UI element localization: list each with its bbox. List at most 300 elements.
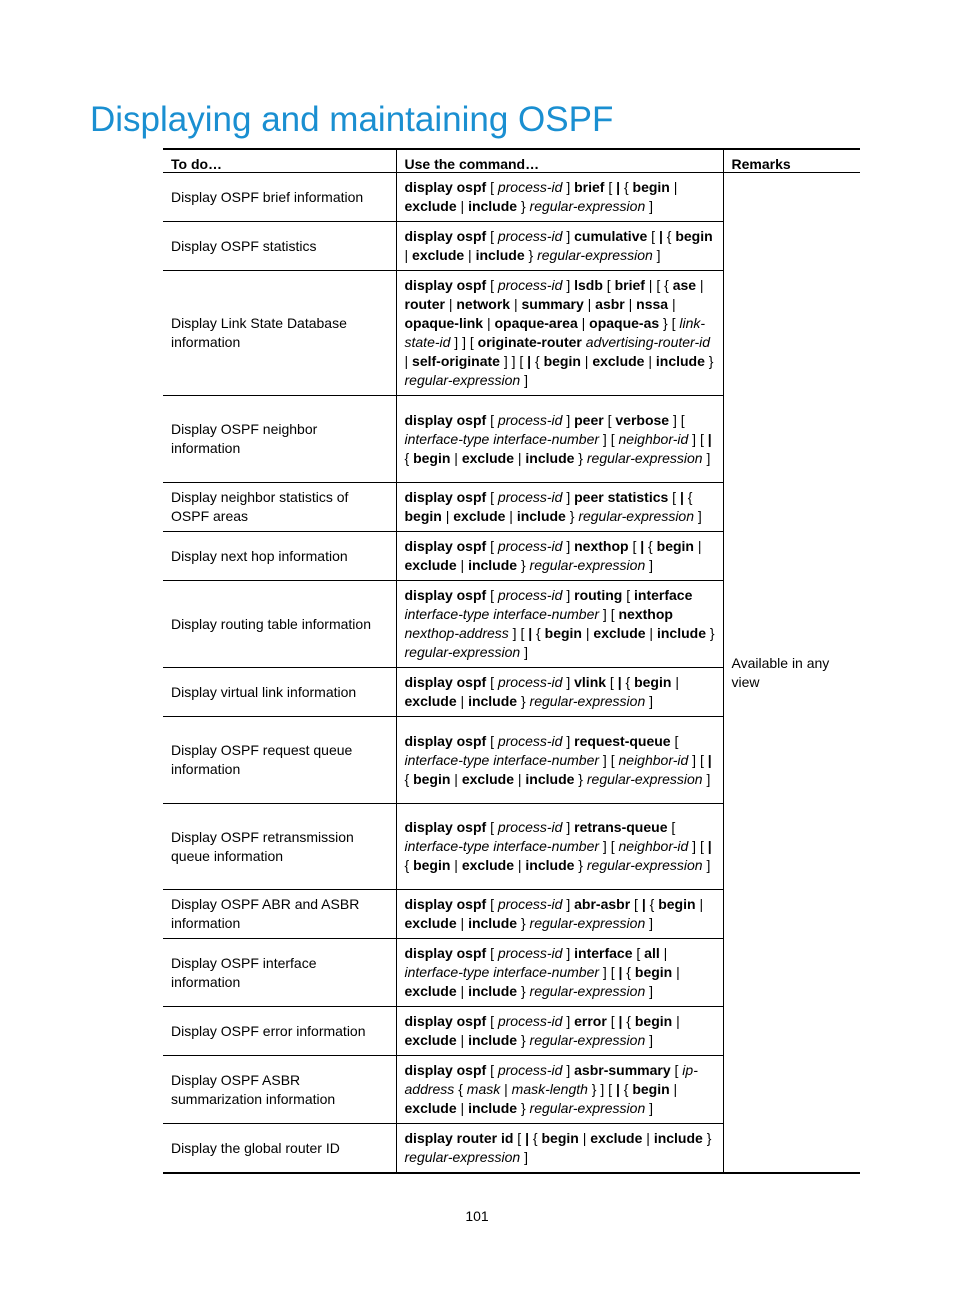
command-keyword: include [468, 557, 518, 573]
command-argument: regular-expression [529, 693, 646, 709]
command-argument: process-id [497, 489, 563, 505]
command-syntax: } [565, 508, 579, 524]
command-syntax: { [454, 1081, 467, 1097]
command-keyword: begin [634, 674, 672, 690]
command-keyword: nexthop [574, 538, 629, 554]
command-cell [396, 1124, 723, 1174]
command-syntax: | [672, 1013, 680, 1029]
command-keyword: | [707, 751, 712, 768]
command-syntax: ] [562, 179, 575, 195]
command-keyword: exclude [404, 1032, 457, 1048]
command-syntax: } [ [659, 315, 680, 331]
header-todo: To do… [163, 149, 396, 173]
command-keyword: include [525, 770, 575, 787]
command-syntax: } [517, 983, 530, 999]
command-argument: interface-type interface-number [404, 751, 600, 768]
command-cell [396, 1056, 723, 1124]
command-syntax: { [621, 674, 635, 690]
command-keyword: brief [614, 277, 645, 293]
command-syntax: [ [606, 1013, 619, 1029]
todo-cell: Display neighbor statistics of OSPF areas [163, 483, 396, 532]
command-cell [396, 483, 723, 532]
command-keyword: routing [574, 587, 623, 603]
command-keyword: summary [521, 296, 584, 312]
command-syntax: { [644, 538, 657, 554]
command-syntax: | [456, 983, 469, 999]
command-keyword: display ospf [404, 228, 487, 244]
command-syntax: { [620, 179, 633, 195]
command-argument: interface-type interface-number [404, 430, 600, 447]
command-syntax: | [483, 315, 495, 331]
command-keyword: exclude [461, 770, 514, 787]
command-syntax: [ [604, 179, 617, 195]
command-syntax: | [450, 449, 462, 466]
command-keyword: begin [658, 896, 696, 912]
command-syntax: [ [486, 896, 498, 912]
command-syntax: [ [603, 411, 616, 428]
todo-cell: Display OSPF interface information [163, 939, 396, 1007]
todo-cell: Display OSPF neighbor information [163, 396, 396, 483]
command-keyword: | [617, 674, 622, 690]
todo-cell: Display OSPF ABR and ASBR information [163, 890, 396, 939]
command-syntax: { [531, 353, 544, 369]
command-syntax: [ [670, 732, 679, 749]
command-cell [396, 173, 723, 222]
todo-cell: Display OSPF request queue information [163, 717, 396, 804]
command-syntax: | [444, 296, 457, 312]
command-keyword: display ospf [404, 674, 487, 690]
command-argument: process-id [497, 1013, 563, 1029]
command-syntax: ] [562, 674, 575, 690]
command-syntax: [ [486, 819, 498, 835]
command-keyword: exclude [453, 508, 506, 524]
command-syntax: ] [ [599, 964, 619, 980]
command-syntax: | [693, 538, 702, 554]
command-keyword: vlink [574, 674, 607, 690]
command-cell [396, 939, 723, 1007]
command-argument: regular-expression [537, 247, 653, 263]
command-argument: process-id [497, 896, 563, 912]
command-syntax: } [517, 198, 530, 214]
table-body [163, 173, 860, 1174]
command-syntax: { [622, 1013, 635, 1029]
command-keyword: begin [541, 1130, 579, 1146]
command-syntax: | [505, 508, 517, 524]
command-keyword: include [468, 983, 518, 999]
command-keyword: ase [672, 277, 697, 293]
command-keyword: | [528, 625, 533, 641]
command-syntax: } [517, 693, 530, 709]
command-keyword: retrans-queue [574, 819, 668, 835]
command-syntax: | [450, 857, 462, 873]
command-syntax: [ [486, 587, 498, 603]
command-keyword: interface [634, 587, 693, 603]
command-syntax: ] [ [599, 430, 619, 447]
command-argument: regular-expression [529, 983, 646, 999]
command-syntax: ] [645, 198, 654, 214]
command-keyword: network [456, 296, 511, 312]
command-cell [396, 222, 723, 271]
command-syntax: } [704, 353, 714, 369]
command-keyword: begin [413, 770, 451, 787]
command-syntax: [ [486, 674, 498, 690]
command-keyword: include [468, 1100, 518, 1116]
command-keyword: include [468, 693, 518, 709]
command-cell [396, 532, 723, 581]
command-keyword: peer statistics [574, 489, 669, 505]
command-argument: process-id [497, 411, 563, 428]
command-argument: regular-expression [529, 1032, 646, 1048]
command-argument: regular-expression [404, 1149, 521, 1165]
command-syntax: { [404, 449, 414, 466]
command-syntax: } ] [ [587, 1081, 616, 1097]
command-syntax: ] [520, 644, 528, 660]
remarks-cell: Available in any view [723, 173, 860, 1174]
command-syntax: ] [645, 915, 654, 931]
command-syntax: { [532, 625, 545, 641]
page-number: 101 [465, 1208, 489, 1224]
command-argument: process-id [497, 945, 563, 961]
command-keyword: exclude [461, 857, 514, 873]
command-syntax: [ [486, 945, 498, 961]
command-keyword: interface [574, 945, 633, 961]
command-keyword: self-originate [412, 353, 500, 369]
command-syntax: ] [645, 983, 654, 999]
command-keyword: display ospf [404, 819, 487, 835]
command-syntax: ] [645, 693, 654, 709]
command-keyword: | [525, 1130, 530, 1146]
command-syntax: | [510, 296, 522, 312]
command-syntax: [ [513, 1130, 526, 1146]
command-syntax: [ [602, 277, 615, 293]
command-keyword: router [404, 296, 445, 312]
command-syntax: | [642, 1130, 654, 1146]
command-syntax: } [574, 770, 587, 787]
command-keyword: all [644, 945, 660, 961]
todo-cell: Display routing table information [163, 581, 396, 668]
command-syntax: | [624, 296, 637, 312]
command-keyword: | [679, 489, 684, 505]
command-keyword: begin [413, 449, 451, 466]
command-keyword: peer [574, 411, 604, 428]
command-syntax: | [581, 625, 594, 641]
command-argument: regular-expression [578, 508, 695, 524]
command-argument: regular-expression [586, 857, 703, 873]
command-syntax: | [456, 1100, 469, 1116]
command-argument: process-id [497, 1062, 563, 1078]
command-keyword: exclude [461, 449, 514, 466]
command-syntax: ] [562, 489, 575, 505]
command-keyword: begin [544, 625, 582, 641]
command-argument: neighbor-id [618, 838, 689, 854]
command-argument: interface-type interface-number [404, 606, 600, 622]
command-keyword: include [656, 625, 706, 641]
command-syntax: ] [562, 228, 575, 244]
command-keyword: | [640, 538, 645, 554]
command-keyword: exclude [404, 557, 457, 573]
command-syntax: | [500, 1081, 512, 1097]
command-keyword: | [707, 838, 712, 854]
command-keyword: asbr [595, 296, 625, 312]
command-syntax: | [464, 247, 476, 263]
command-keyword: begin [656, 538, 694, 554]
command-syntax: [ [486, 1062, 498, 1078]
command-keyword: exclude [592, 353, 645, 369]
command-argument: regular-expression [529, 557, 646, 573]
command-syntax: } [517, 1100, 530, 1116]
command-keyword: display ospf [404, 489, 487, 505]
command-keyword: display ospf [404, 538, 487, 554]
command-syntax: ] [562, 1013, 575, 1029]
command-syntax: ] [645, 1032, 654, 1048]
command-cell [396, 717, 723, 804]
command-syntax: [ [486, 489, 498, 505]
command-argument: process-id [497, 587, 563, 603]
table-row [163, 173, 860, 222]
command-syntax: | [644, 353, 656, 369]
page-title: Displaying and maintaining OSPF [90, 100, 614, 139]
command-syntax: } [517, 1032, 530, 1048]
command-syntax: } [574, 857, 587, 873]
command-argument: ip-address [404, 1062, 698, 1097]
command-syntax: ] [ [688, 751, 708, 768]
command-syntax: [ [667, 819, 676, 835]
command-syntax: | [441, 508, 454, 524]
command-keyword: display ospf [404, 179, 487, 195]
command-argument: process-id [497, 819, 563, 835]
command-syntax: | [659, 945, 668, 961]
command-syntax: ] [520, 1149, 528, 1165]
command-keyword: exclude [593, 625, 646, 641]
command-syntax: | [669, 179, 678, 195]
command-syntax: ] [702, 770, 711, 787]
command-syntax: | [695, 896, 704, 912]
command-keyword: display router id [404, 1130, 514, 1146]
command-argument: process-id [497, 674, 563, 690]
command-argument: mask-length [511, 1081, 588, 1097]
todo-cell: Display virtual link information [163, 668, 396, 717]
command-syntax: | [513, 770, 526, 787]
command-syntax: | [456, 557, 469, 573]
table-header-row [163, 149, 860, 173]
command-keyword: include [653, 1130, 703, 1146]
command-keyword: begin [632, 179, 670, 195]
command-keyword: abr-asbr [574, 896, 631, 912]
command-syntax: | [580, 353, 593, 369]
command-syntax: { [662, 228, 676, 244]
command-keyword: opaque-link [404, 315, 484, 331]
command-keyword: opaque-as [589, 315, 660, 331]
command-syntax: [ [486, 732, 498, 749]
command-keyword: brief [574, 179, 605, 195]
command-keyword: | [618, 964, 623, 980]
command-syntax: ] [562, 587, 575, 603]
command-keyword: begin [413, 857, 451, 873]
command-syntax: | [404, 247, 413, 263]
command-argument: regular-expression [529, 198, 646, 214]
command-argument: neighbor-id [618, 430, 689, 447]
command-syntax: [ [668, 489, 680, 505]
command-syntax: ] [ [669, 411, 685, 428]
command-syntax: | [404, 353, 413, 369]
command-syntax: [ [486, 179, 498, 195]
command-syntax: } [517, 915, 530, 931]
command-keyword: | [641, 896, 646, 912]
command-syntax: [ [486, 277, 498, 293]
command-argument: interface-type interface-number [404, 964, 600, 980]
command-syntax: ] [ [599, 606, 619, 622]
command-syntax: ] [702, 857, 711, 873]
command-syntax: ] [645, 557, 654, 573]
command-keyword: include [525, 857, 575, 873]
command-syntax: { [404, 857, 414, 873]
command-keyword: display ospf [404, 277, 487, 293]
command-syntax: } [702, 1130, 712, 1146]
command-cell [396, 581, 723, 668]
command-syntax: { [683, 489, 693, 505]
command-syntax: { [619, 1081, 633, 1097]
command-argument: interface-type interface-number [404, 838, 600, 854]
command-cell [396, 396, 723, 483]
command-syntax: | [578, 1130, 591, 1146]
command-argument: regular-expression [586, 449, 703, 466]
command-syntax: | [ { [644, 277, 673, 293]
command-syntax: | [671, 674, 679, 690]
command-cell [396, 1007, 723, 1056]
command-keyword: display ospf [404, 587, 487, 603]
command-syntax: [ [486, 538, 498, 554]
command-syntax: | [513, 857, 526, 873]
command-table [163, 148, 860, 1174]
command-syntax: ] [702, 449, 711, 466]
command-argument: mask [466, 1081, 501, 1097]
header-remarks: Remarks [723, 149, 860, 173]
command-syntax: ] ] [ [450, 334, 478, 350]
command-syntax: | [456, 693, 469, 709]
command-syntax: | [668, 296, 676, 312]
command-keyword: exclude [412, 247, 465, 263]
command-keyword: display ospf [404, 1013, 487, 1029]
command-cell [396, 890, 723, 939]
command-syntax: | [513, 449, 526, 466]
command-syntax: [ [606, 674, 618, 690]
command-argument: process-id [497, 277, 563, 293]
todo-cell: Display OSPF error information [163, 1007, 396, 1056]
command-syntax: ] [562, 411, 575, 428]
command-keyword: exclude [404, 983, 457, 999]
command-keyword: begin [634, 964, 673, 980]
command-keyword: exclude [404, 1100, 457, 1116]
command-argument: regular-expression [529, 1100, 646, 1116]
command-syntax: ] [ [599, 838, 619, 854]
command-keyword: include [468, 1032, 518, 1048]
command-keyword: include [468, 915, 518, 931]
command-argument: advertising-router-id [585, 334, 711, 350]
command-syntax: } [574, 449, 587, 466]
command-keyword: | [615, 1081, 620, 1097]
command-keyword: begin [675, 228, 713, 244]
command-keyword: | [707, 430, 712, 447]
command-syntax: [ [486, 411, 498, 428]
command-keyword: | [618, 1013, 623, 1029]
command-keyword: display ospf [404, 945, 487, 961]
command-syntax: [ [630, 896, 642, 912]
command-syntax: ] [645, 1100, 654, 1116]
command-keyword: lsdb [574, 277, 603, 293]
command-syntax: | [672, 964, 680, 980]
todo-cell: Display Link State Database information [163, 271, 396, 396]
command-keyword: include [475, 247, 525, 263]
command-keyword: begin [404, 508, 442, 524]
command-keyword: request-queue [574, 732, 671, 749]
command-syntax: | [696, 277, 704, 293]
command-argument: regular-expression [404, 372, 521, 388]
command-keyword: asbr-summary [574, 1062, 671, 1078]
command-syntax: } [517, 557, 530, 573]
command-keyword: verbose [615, 411, 670, 428]
command-syntax: ] [562, 896, 575, 912]
command-keyword: display ospf [404, 411, 487, 428]
command-syntax: ] [562, 277, 575, 293]
command-keyword: include [516, 508, 566, 524]
command-cell [396, 668, 723, 717]
command-syntax: ] [ [508, 625, 529, 641]
command-keyword: cumulative [574, 228, 648, 244]
command-keyword: begin [543, 353, 581, 369]
command-syntax: ] [ [688, 430, 708, 447]
command-syntax: { [404, 770, 414, 787]
command-syntax: | [669, 1081, 678, 1097]
command-keyword: exclude [404, 693, 457, 709]
command-keyword: display ospf [404, 1062, 487, 1078]
command-syntax: [ [622, 587, 635, 603]
command-syntax: [ [647, 228, 659, 244]
todo-cell: Display OSPF statistics [163, 222, 396, 271]
command-syntax: | [577, 315, 590, 331]
command-syntax: | [583, 296, 596, 312]
command-keyword: begin [634, 1013, 673, 1029]
command-argument: link-state-id [404, 315, 706, 350]
command-keyword: | [658, 228, 663, 244]
command-keyword: originate-router [477, 334, 582, 350]
command-keyword: include [468, 198, 518, 214]
command-syntax: ] [562, 732, 575, 749]
command-syntax: ] [562, 1062, 575, 1078]
command-argument: process-id [497, 538, 563, 554]
command-argument: nexthop-address [404, 625, 509, 641]
command-keyword: include [525, 449, 575, 466]
command-keyword: opaque-area [494, 315, 578, 331]
command-keyword: exclude [404, 915, 457, 931]
command-syntax: ] [562, 538, 575, 554]
command-keyword: begin [632, 1081, 670, 1097]
todo-cell: Display the global router ID [163, 1124, 396, 1174]
todo-cell: Display OSPF ASBR summarization information [163, 1056, 396, 1124]
command-argument: regular-expression [529, 915, 646, 931]
command-keyword: display ospf [404, 896, 487, 912]
command-syntax: ] [562, 945, 575, 961]
command-syntax: ] [520, 372, 528, 388]
command-syntax: [ [486, 228, 498, 244]
command-argument: regular-expression [586, 770, 703, 787]
command-syntax: } [524, 247, 538, 263]
command-syntax: { [529, 1130, 542, 1146]
command-argument: neighbor-id [618, 751, 689, 768]
command-syntax: ] [694, 508, 702, 524]
command-syntax: | [450, 770, 462, 787]
command-syntax: [ [628, 538, 641, 554]
header-command: Use the command… [396, 149, 723, 173]
